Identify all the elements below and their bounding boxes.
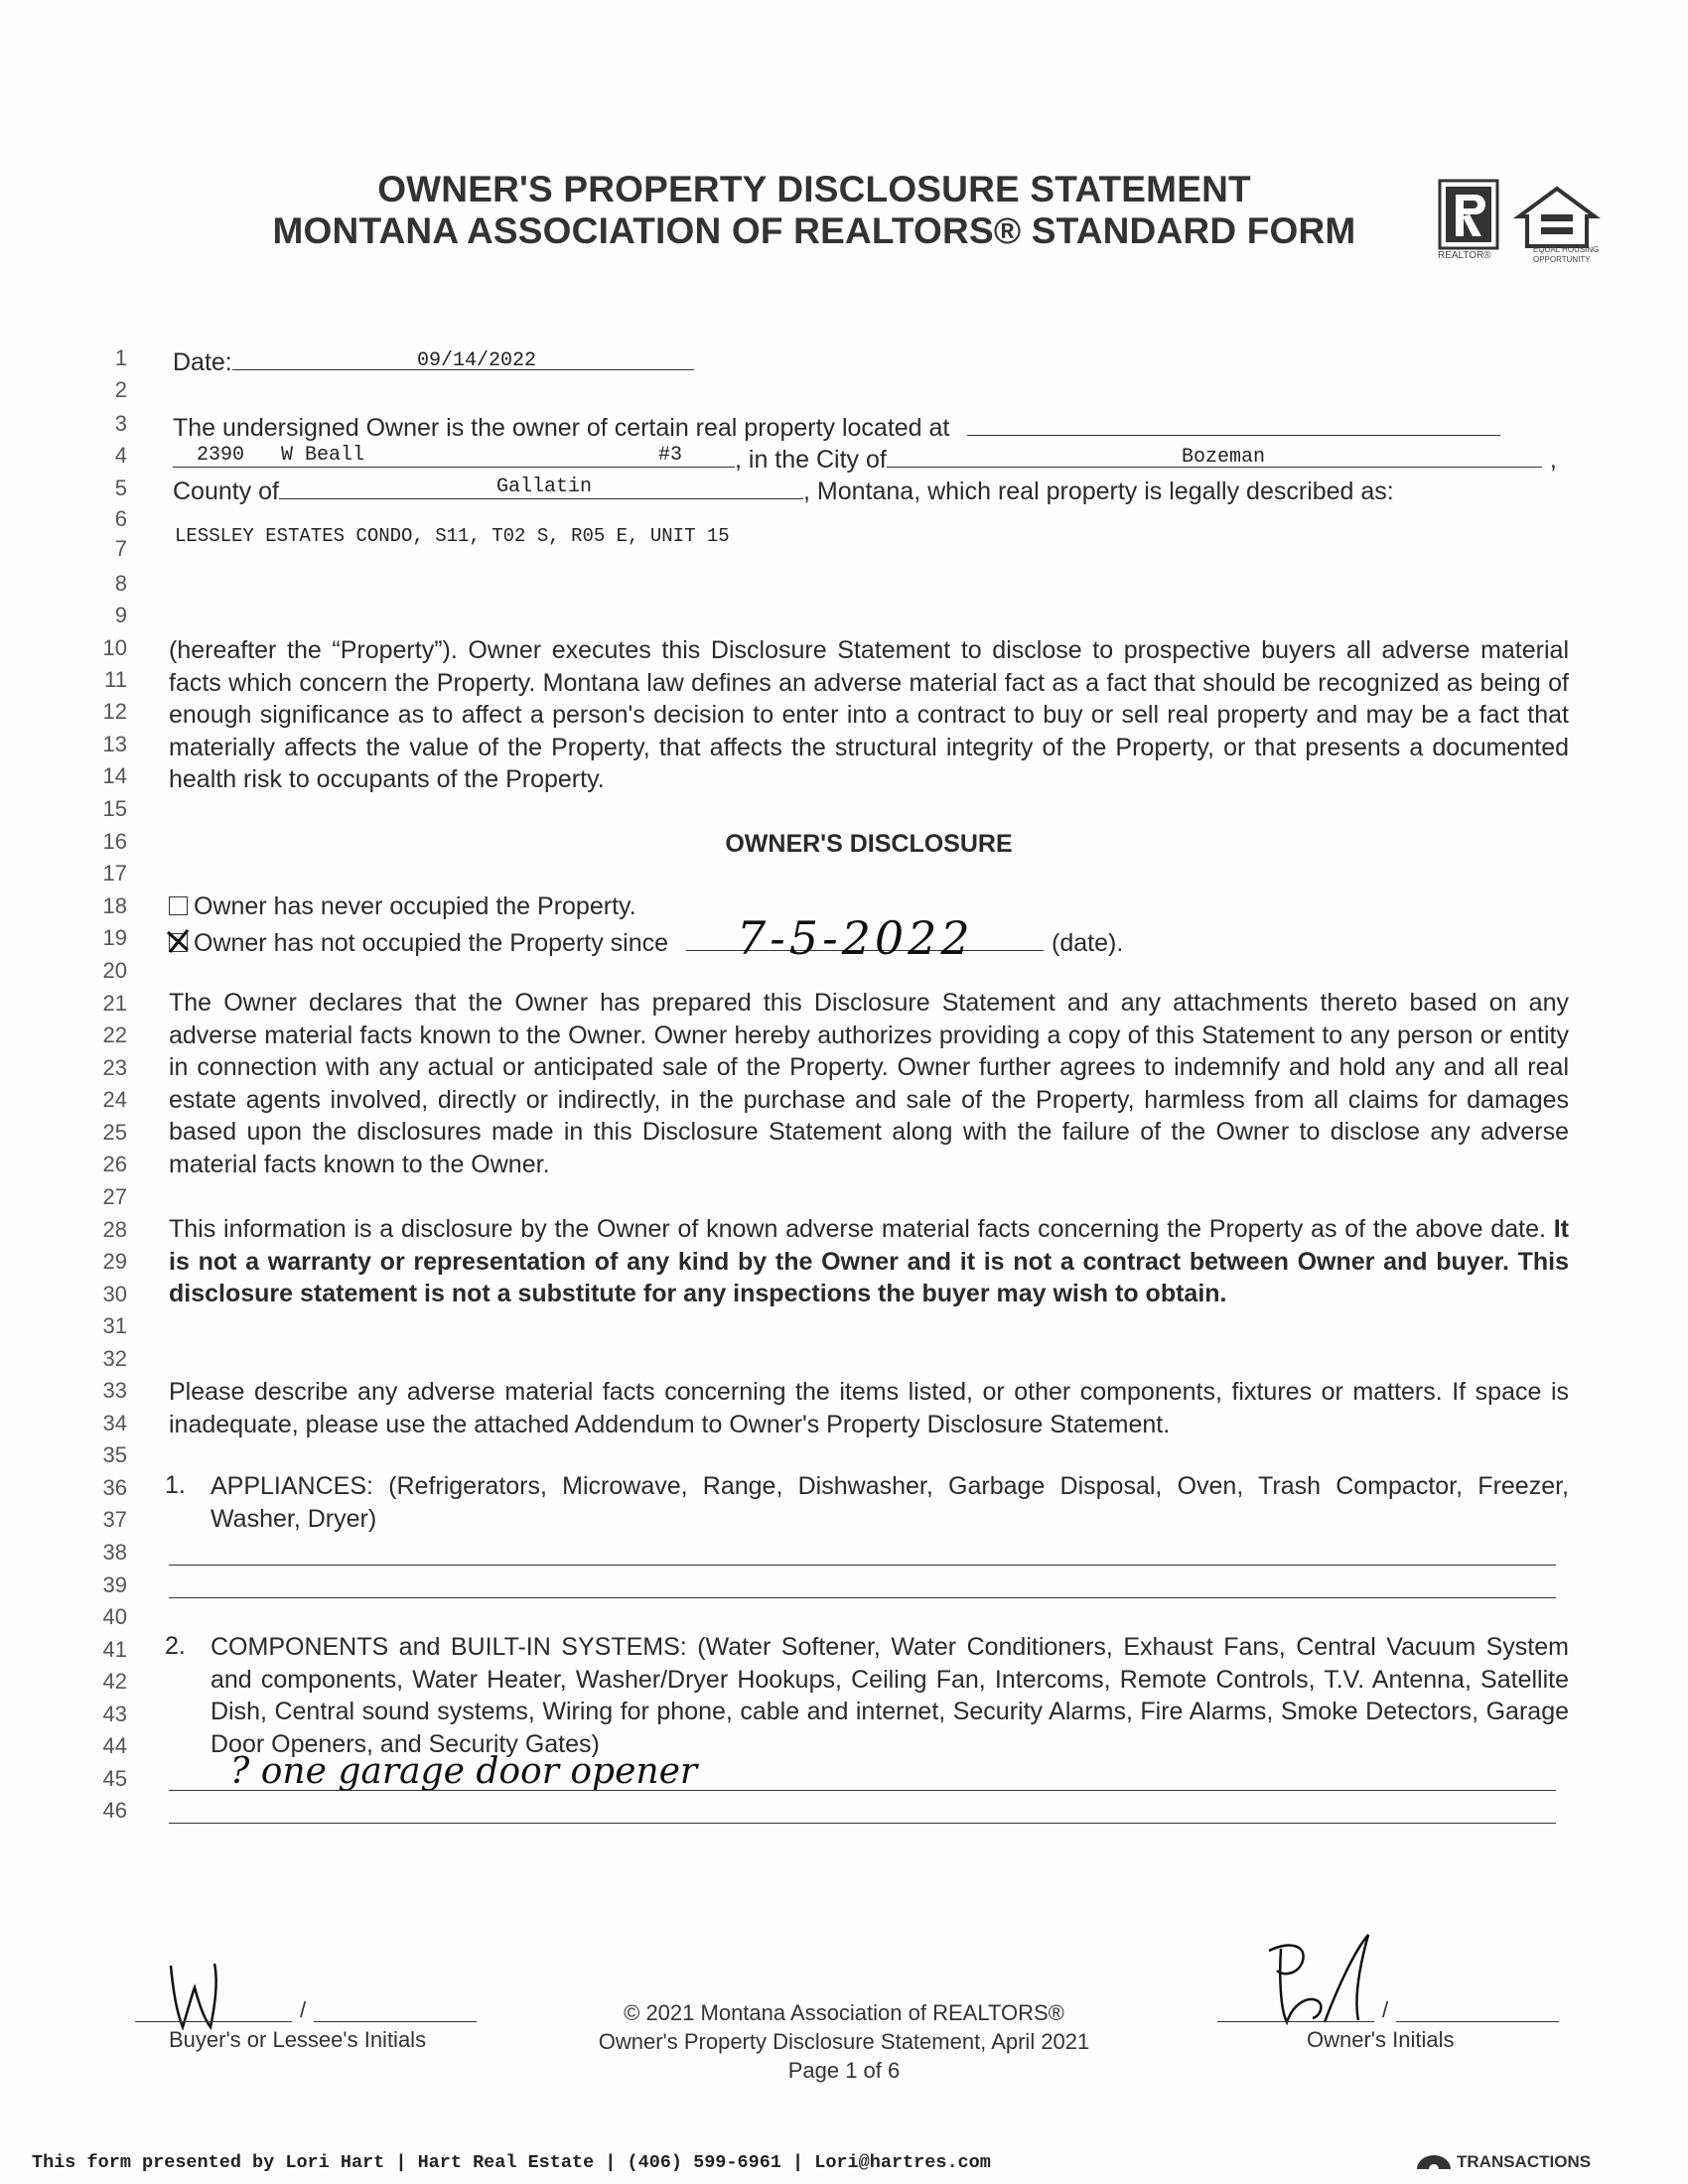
line-number: 5 [114,476,127,500]
never-occupied-checkbox[interactable] [169,896,188,915]
owner-intro-row [173,409,1500,443]
equal-housing-caption-1: EQUAL HOUSING [1533,245,1600,254]
copyright-text: © 2021 Montana Association of REALTORS® [624,2000,1064,2025]
line-number: 45 [102,1766,127,1791]
owners-disclosure-heading: OWNER'S DISCLOSURE [725,830,1013,858]
line-number: 1 [114,345,127,370]
line-number: 38 [102,1540,127,1565]
owner-initials-mark [1259,1931,1378,2030]
line-number: 18 [102,893,127,918]
line-number: 3 [114,411,127,436]
equal-housing-icon [1513,183,1603,252]
logos [1438,179,1607,273]
never-occupied-row [169,891,636,921]
document-title-line2: MONTANA ASSOCIATION OF REALTORS® STANDARD FORM [272,210,1356,251]
county-label: County of [173,478,280,505]
line-number: 42 [102,1669,127,1694]
date-label: Date: [173,348,232,376]
handwritten-occupied-date: 7-5-2022 [737,911,974,965]
never-occupied-label: Owner has never occupied the Property. [194,892,636,920]
line-number: 17 [102,861,127,886]
realtor-caption: REALTOR® [1438,250,1491,261]
line-number: 16 [102,829,127,854]
item2-handwritten-answer: ? one garage door opener [230,1751,698,1792]
item1-answer-line-1[interactable] [169,1565,1556,1566]
line-number: 6 [114,506,127,531]
buyer-initials-slash: / [300,1997,307,2022]
line-number: 30 [102,1282,127,1306]
line-number: 37 [102,1507,127,1532]
line-number: 2 [114,377,127,402]
line-number: 23 [102,1055,127,1080]
item2-text: COMPONENTS and BUILT-IN SYSTEMS: (Water Softener, Water Conditioners, Exhaust Fans, Central Vacuum System and components, Water Heater, Washer/Dryer Hookups, Ceiling Fan, Intercoms, Remote Controls, T.V. Antenna, Satellite Dish, Central sound systems, Wiring for phone, cable and internet, Security Alarms, Fire Alarms, Smoke Detectors, Garage Door Openers, and Security Gates) [211,1633,1569,1758]
owner-initials-field-1[interactable] [1217,2021,1374,2022]
item2-answer-line-2[interactable] [169,1823,1556,1824]
line-number: 44 [102,1733,127,1758]
address-line-field[interactable] [967,409,1500,436]
line-number: 29 [102,1249,127,1274]
item2-answer-line-1[interactable] [169,1790,1556,1791]
declaration-paragraph: The Owner declares that the Owner has prepared this Disclosure Statement and any attachments thereto based on any adverse material facts known to the Owner. Owner hereby authorizes providing a copy of this Statement to any person or entity in connection with any actual or anticipated sale of the Property. Owner further agrees to indemnify and hold any and all real estate agents involved, directly or indirectly, in the purchase and sale of the Property, harmless from all claims for damages based upon the disclosures made in this Disclosure Statement along with the failure of the Owner to disclose any adverse material facts known to the Owner. [169,989,1569,1178]
address-row [173,441,1557,475]
transactions-brand [1415,2152,1591,2172]
page-number-text: Page 1 of 6 [787,2058,901,2083]
city-value: Bozeman [1182,446,1266,469]
line-number: 32 [102,1346,127,1371]
line-number: 14 [102,763,127,788]
line-number: 34 [102,1411,127,1435]
item1-text: APPLIANCES: (Refrigerators, Microwave, Range, Dishwasher, Garbage Disposal, Oven, Trash Compactor, Freezer, Washer, Dryer) [211,1472,1569,1533]
describe-paragraph: Please describe any adverse material facts concerning the items listed, or other components, fixtures or matters. If space is inadequate, please use the attached Addendum to Owner's Property Disclosure Statement. [169,1378,1569,1438]
footer-center [556,1998,1132,2085]
date-suffix: (date). [1052,929,1124,957]
line-number: 9 [114,603,127,627]
street-field[interactable] [173,441,735,468]
line-number: 22 [102,1023,127,1047]
buyer-initials-label: Buyer's or Lessee's Initials [169,2027,427,2052]
line-number: 7 [114,536,127,561]
legal-description: LESSLEY ESTATES CONDO, S11, T02 S, R05 E, UNIT 15 [175,525,730,547]
not-occupied-since-row [169,924,1123,958]
line-number: 36 [102,1475,127,1500]
line-number: 43 [102,1702,127,1726]
line-number: 11 [104,667,127,692]
county-row [173,473,1394,506]
information-normal-text: This information is a disclosure by the Owner of known adverse material facts concerning the Property as of the above date. [169,1215,1546,1243]
owner-initials-field-2[interactable] [1396,2021,1559,2022]
line-number: 25 [102,1120,127,1145]
owner-initials-label: Owner's Initials [1307,2027,1455,2052]
not-occupied-checkbox[interactable] [169,933,188,952]
line-number: 46 [102,1798,127,1823]
line-number: 12 [102,699,127,724]
buyer-initials-field-2[interactable] [314,2021,477,2022]
line-number: 35 [102,1442,127,1467]
line-number: 41 [102,1637,127,1662]
information-paragraph [169,1213,1569,1310]
line-number: 31 [102,1313,127,1338]
form-name-text: Owner's Property Disclosure Statement, April 2021 [598,2029,1090,2054]
property-intro-paragraph: (hereafter the “Property”). Owner executes this Disclosure Statement to disclose to prospective buyers all adverse material facts which concern the Property. Montana law defines an adverse material fact as a fact that should be recognized as being of enough significance as to affect a person's decision to enter into a contract to buy or sell real property and may be a fact that materially affects the value of the Property, that affects the structural integrity of the Property, or that presents a documented health risk to occupants of the Property. [169,636,1569,793]
transactions-logo-icon [1415,2152,1453,2170]
line-number: 13 [102,732,127,756]
presented-by-text: This form presented by Lori Hart | Hart Real Estate | (406) 599-6961 | Lori@hartres.com [32,2152,991,2173]
not-occupied-label: Owner has not occupied the Property since [194,929,669,957]
line-number: 8 [114,571,127,596]
line-number: 19 [102,925,127,950]
line-number: 40 [102,1604,127,1629]
line-number: 21 [102,991,127,1016]
date-value: 09/14/2022 [417,349,537,372]
item1-number: 1. [165,1471,186,1499]
document-title-line1: OWNER'S PROPERTY DISCLOSURE STATEMENT [377,169,1251,209]
city-label: , in the City of [735,446,887,474]
line-number: 39 [102,1572,127,1597]
county-suffix: , Montana, which real property is legally described as: [803,478,1394,505]
line-number: 24 [102,1087,127,1112]
owner-intro-text: The undersigned Owner is the owner of certain real property located at [173,414,950,442]
item2-number: 2. [165,1632,186,1660]
equal-housing-caption-2: OPPORTUNITY [1533,255,1591,264]
owner-initials-slash: / [1382,1997,1389,2022]
line-number: 20 [102,958,127,983]
street-name: W Beall [281,444,365,467]
buyer-initials-field-1[interactable] [135,2021,292,2022]
trailing-comma: , [1549,446,1557,474]
line-number: 33 [102,1378,127,1403]
check-mark-icon [166,928,192,954]
line-number: 4 [114,443,127,468]
transactions-text: TRANSACTIONS [1457,2152,1592,2171]
county-value: Gallatin [496,476,593,498]
street-number: 2390 [197,444,245,467]
line-number: 26 [102,1152,127,1176]
line-number: 28 [102,1217,127,1242]
line-number: 10 [102,635,127,660]
buyer-initials-mark [159,1958,228,2037]
information-bold-text: It is not a warranty or representation of any kind by the Owner and it is not a contract between Owner and buyer. This disclosure statement is not a substitute for any inspections the buyer may wish to obtain. [169,1215,1569,1307]
line-number: 27 [102,1184,127,1209]
item1-answer-line-2[interactable] [169,1597,1556,1598]
unit-number: #3 [658,444,683,467]
line-number: 15 [102,796,127,821]
